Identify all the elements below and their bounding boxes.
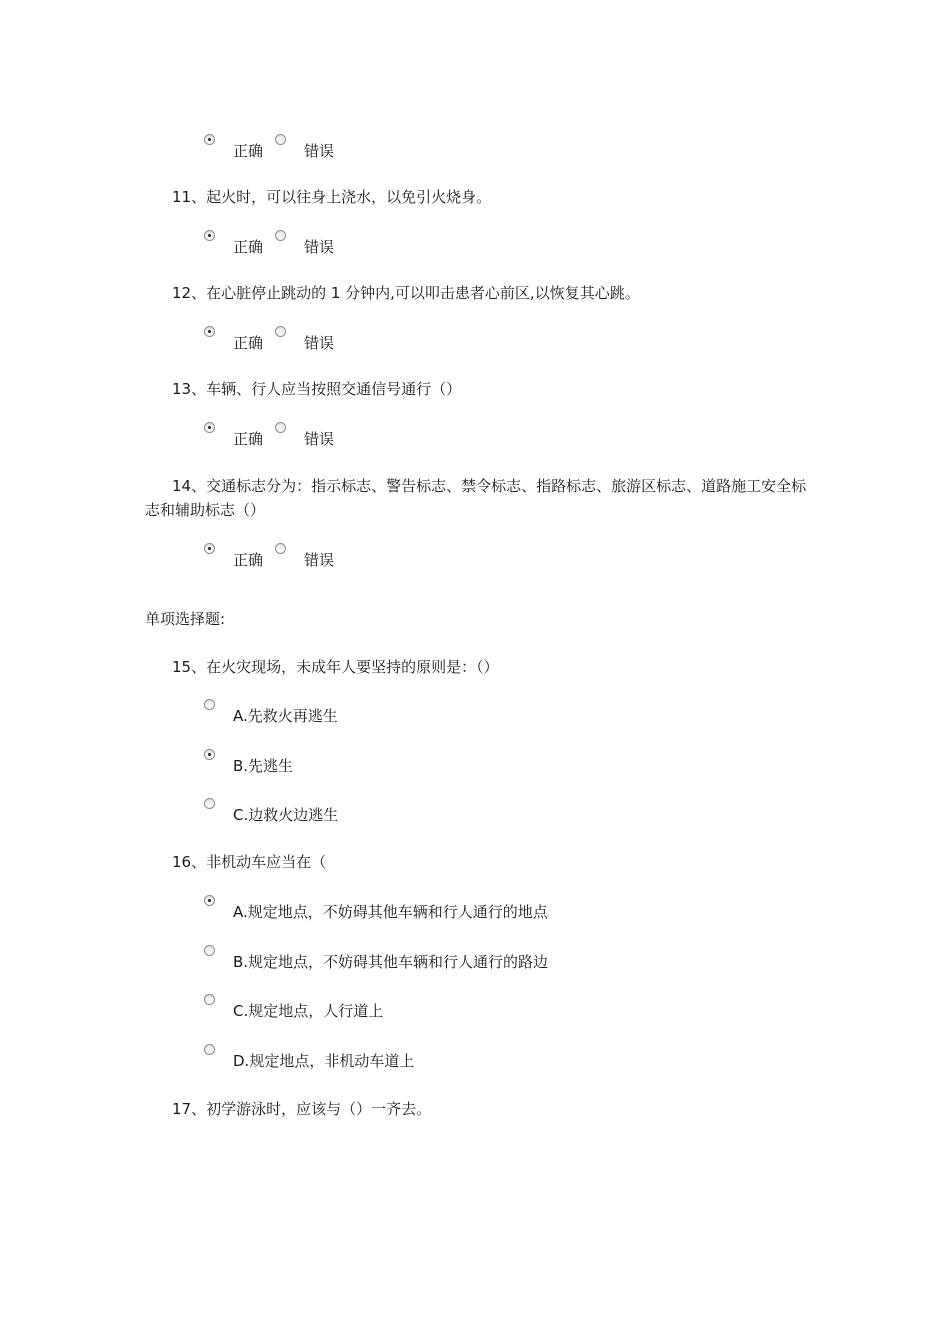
question-14-text: 14、交通标志分为：指示标志、警告标志、禁令标志、指路标志、旅游区标志、道路施工安全标志和辅助标志（） [145,477,807,519]
q12-radio-wrong[interactable] [275,326,286,337]
q12-radio-correct[interactable] [204,326,215,337]
q13-label-correct: 正确 [233,430,264,448]
q15-radio-b[interactable] [204,749,215,760]
q10-radio-wrong[interactable] [275,134,286,145]
q10-label-correct: 正确 [233,142,264,160]
question-17-text: 17、初学游泳时，应该与（）一齐去。 [172,1100,432,1118]
q16-radio-d[interactable] [204,1044,215,1055]
q16-option-d-label: D.规定地点，非机动车道上 [233,1052,415,1070]
q14-label-correct: 正确 [233,551,264,569]
q16-option-a-label: A.规定地点，不妨碍其他车辆和行人通行的地点 [233,903,548,921]
q11-radio-wrong[interactable] [275,230,286,241]
q11-label-correct: 正确 [233,238,264,256]
question-16-text: 16、非机动车应当在（ [172,853,327,871]
question-12-text: 12、在心脏停止跳动的 1 分钟内,可以叩击患者心前区,以恢复其心跳。 [172,284,640,302]
question-11-text: 11、起火时，可以往身上浇水，以免引火烧身。 [172,188,492,206]
q15-option-c-label: C.边救火边逃生 [233,806,339,824]
q16-radio-a[interactable] [204,895,215,906]
question-13-text: 13、车辆、行人应当按照交通信号通行（） [172,380,462,398]
q13-label-wrong: 错误 [304,430,335,448]
q10-radio-correct[interactable] [204,134,215,145]
q16-option-b-label: B.规定地点，不妨碍其他车辆和行人通行的路边 [233,953,549,971]
q14-radio-correct[interactable] [204,543,215,554]
q15-option-b-label: B.先逃生 [233,757,294,775]
q14-label-wrong: 错误 [304,551,335,569]
question-15-text: 15、在火灾现场，未成年人要坚持的原则是：（） [172,658,499,676]
q16-radio-b[interactable] [204,945,215,956]
q15-radio-a[interactable] [204,699,215,710]
q14-radio-wrong[interactable] [275,543,286,554]
q15-radio-c[interactable] [204,798,215,809]
q13-radio-correct[interactable] [204,422,215,433]
q16-radio-c[interactable] [204,994,215,1005]
q16-option-c-label: C.规定地点，人行道上 [233,1002,384,1020]
q12-label-correct: 正确 [233,334,264,352]
q11-radio-correct[interactable] [204,230,215,241]
q11-label-wrong: 错误 [304,238,335,256]
q12-label-wrong: 错误 [304,334,335,352]
q15-option-a-label: A.先救火再逃生 [233,707,338,725]
q13-radio-wrong[interactable] [275,422,286,433]
q10-label-wrong: 错误 [304,142,335,160]
section-title: 单项选择题: [145,610,226,628]
